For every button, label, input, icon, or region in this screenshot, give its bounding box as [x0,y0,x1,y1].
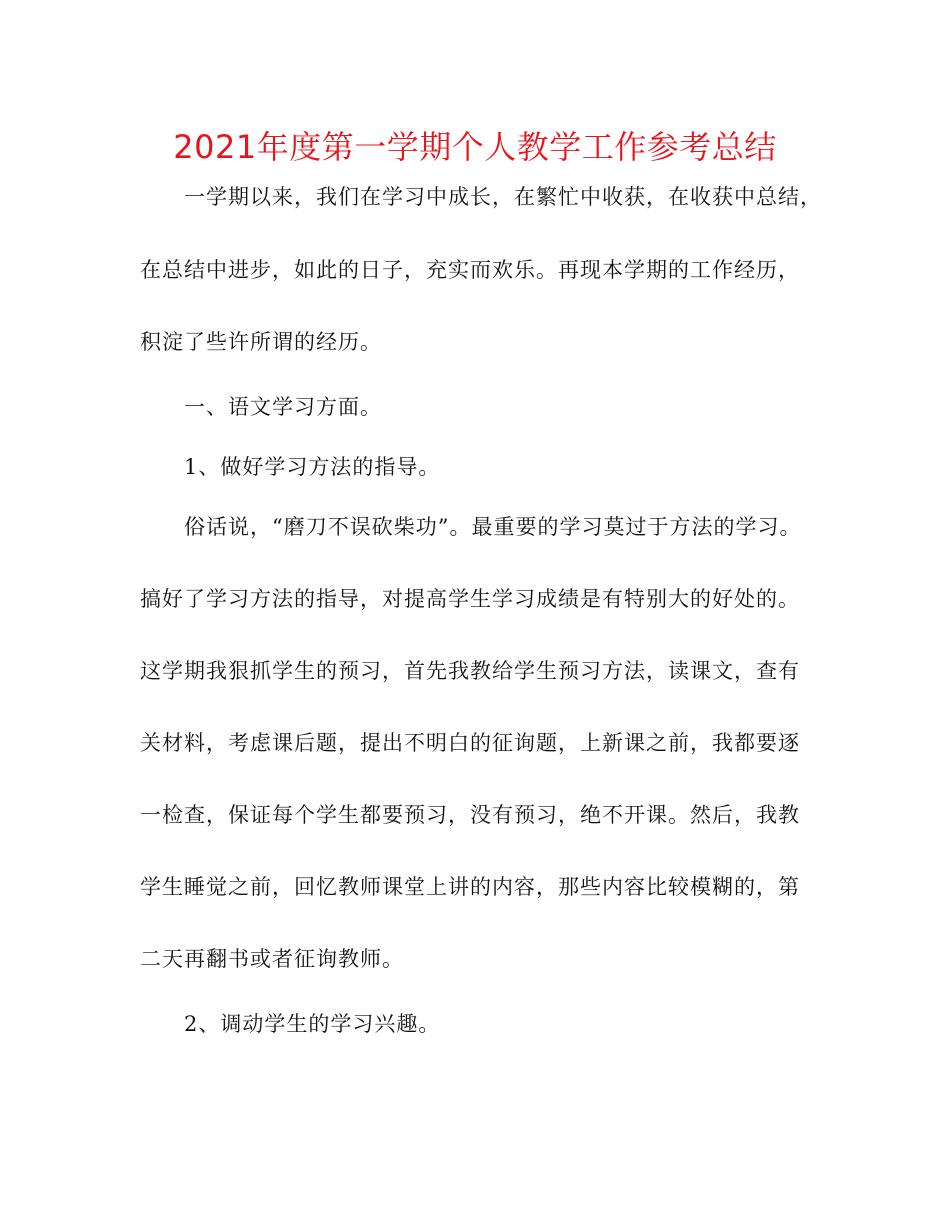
paragraph-line: 一学期以来，我们在学习中成长，在繁忙中收获，在收获中总结， [184,185,822,209]
paragraph-line: 二天再翻书或者征询教师。 [140,947,404,971]
paragraph-line: 积淀了些许所谓的经历。 [140,330,382,354]
section-heading: 一、语文学习方面。 [184,395,382,419]
paragraph-line: 关材料，考虑课后题，提出不明白的征询题，上新课之前，我都要逐 [140,731,800,755]
paragraph-line: 搞好了学习方法的指导，对提高学生学习成绩是有特别大的好处的。 [140,587,800,611]
paragraph-line: 在总结中进步，如此的日子，充实而欢乐。再现本学期的工作经历， [140,258,800,282]
paragraph-line: 一检查，保证每个学生都要预习，没有预习，绝不开课。然后，我教 [140,803,800,827]
paragraph-line: 学生睡觉之前，回忆教师课堂上讲的内容，那些内容比较模糊的，第 [140,875,800,899]
document-title: 2021年度第一学期个人教学工作参考总结 [173,128,777,166]
paragraph-line: 这学期我狠抓学生的预习，首先我教给学生预习方法，读课文，查有 [140,659,800,683]
subsection-heading: 1、做好学习方法的指导。 [184,455,441,479]
paragraph-line: 俗话说，“磨刀不误砍柴功”。最重要的学习莫过于方法的学习。 [184,515,802,539]
subsection-heading: 2、调动学生的学习兴趣。 [184,1012,441,1036]
